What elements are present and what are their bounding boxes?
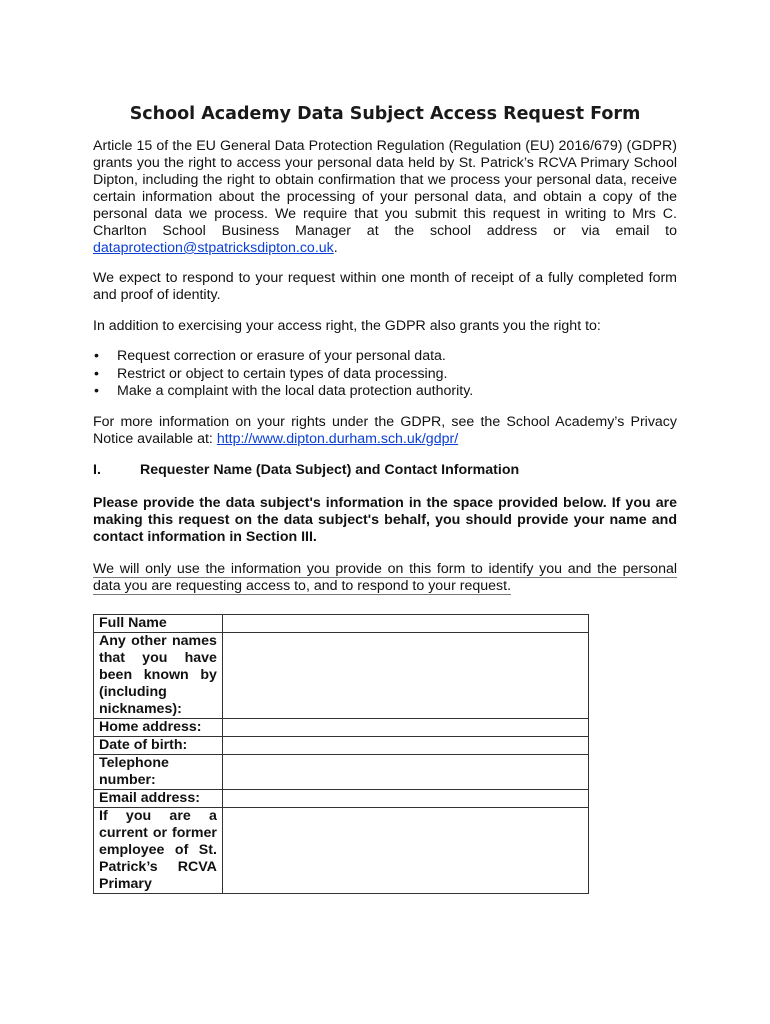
table-row [94, 790, 589, 808]
more-info-paragraph: For more information on your rights under the GDPR, see the School Academy’s Privacy Notice available at: http://www.dipton.durham.sch.uk/gdpr/ [93, 414, 677, 447]
section-number: I. [93, 462, 101, 478]
respond-paragraph: We expect to respond to your request within one month of receipt of a fully completed form and proof of identity. [93, 270, 677, 303]
table-row [94, 737, 589, 755]
table-row [94, 633, 589, 719]
field-label: Home address: [94, 719, 223, 737]
telephone-field[interactable] [222, 755, 588, 790]
email-field[interactable] [222, 790, 588, 808]
usage-note: We will only use the information you provide on this form to identify you and the personal data you are requesting access to, and to respond to your request. [93, 561, 677, 594]
field-label: Telephone number: [94, 755, 223, 790]
field-label: If you are a current or former employee of St. Patrick’s RCVA Primary [94, 808, 223, 894]
table-row [94, 719, 589, 737]
section-title: Requester Name (Data Subject) and Contact Information [140, 462, 520, 478]
privacy-notice-link[interactable]: http://www.dipton.durham.sch.uk/gdpr/ [216, 431, 459, 447]
table-row [94, 808, 589, 894]
field-label: Date of birth: [94, 737, 223, 755]
requester-info-table [93, 614, 589, 894]
bullet-icon: • [94, 383, 99, 399]
list-item: • Make a complaint with the local data protection authority. [94, 383, 474, 399]
list-item: • Restrict or object to certain types of data processing. [94, 365, 448, 382]
date-of-birth-field[interactable] [222, 737, 588, 755]
section-heading [93, 462, 519, 478]
field-label: Email address: [94, 790, 223, 808]
intro-text: Article 15 of the EU General Data Protection Regulation (Regulation (EU) 2016/679) (GDPR) grants you the right to access your personal data held by St. Patrick’s RCVA Primary School Dipton, including the right to obtain confirmation that we process your personal data, receive certain information about the processing of your personal data, and obtain a copy of the personal data we process. We require that you submit this request in writing to Mrs C. Charlton School Business Manager at the school address or via email to [93, 138, 677, 239]
rights-list [93, 348, 677, 401]
full-name-field[interactable] [222, 615, 588, 633]
email-link[interactable]: dataprotection@stpatricksdipton.co.uk [93, 240, 334, 256]
list-item: • Request correction or erasure of your personal data. [94, 348, 446, 364]
intro-paragraph: Article 15 of the EU General Data Protection Regulation (Regulation (EU) 2016/679) (GDPR) grants you the right to access your personal data held by St. Patrick’s RCVA Primary School Dipton, including the right to obtain confirmation that we process your personal data, receive certain information about the processing of your personal data, and obtain a copy of the personal data we process. We require that you submit this request in writing to Mrs C. Charlton School Business Manager at the school address or via email to dataprotection@stpatricksdipton.co.uk. [93, 138, 677, 256]
bullet-icon: • [94, 365, 99, 382]
table-row [94, 615, 589, 633]
other-names-field[interactable] [222, 633, 588, 719]
section-instructions: Please provide the data subject's information in the space provided below. If you are making this request on the data subject's behalf, you should provide your name and contact information in Section III. [93, 495, 677, 545]
rights-intro: In addition to exercising your access right, the GDPR also grants you the right to: [93, 318, 601, 334]
home-address-field[interactable] [222, 719, 588, 737]
field-label: Full Name [94, 615, 223, 633]
table-row [94, 755, 589, 790]
bullet-icon: • [94, 348, 99, 364]
page-title: School Academy Data Subject Access Request Form [129, 104, 641, 124]
employee-status-field[interactable] [222, 808, 588, 894]
field-label: Any other names that you have been known by (including nicknames): [94, 633, 223, 719]
